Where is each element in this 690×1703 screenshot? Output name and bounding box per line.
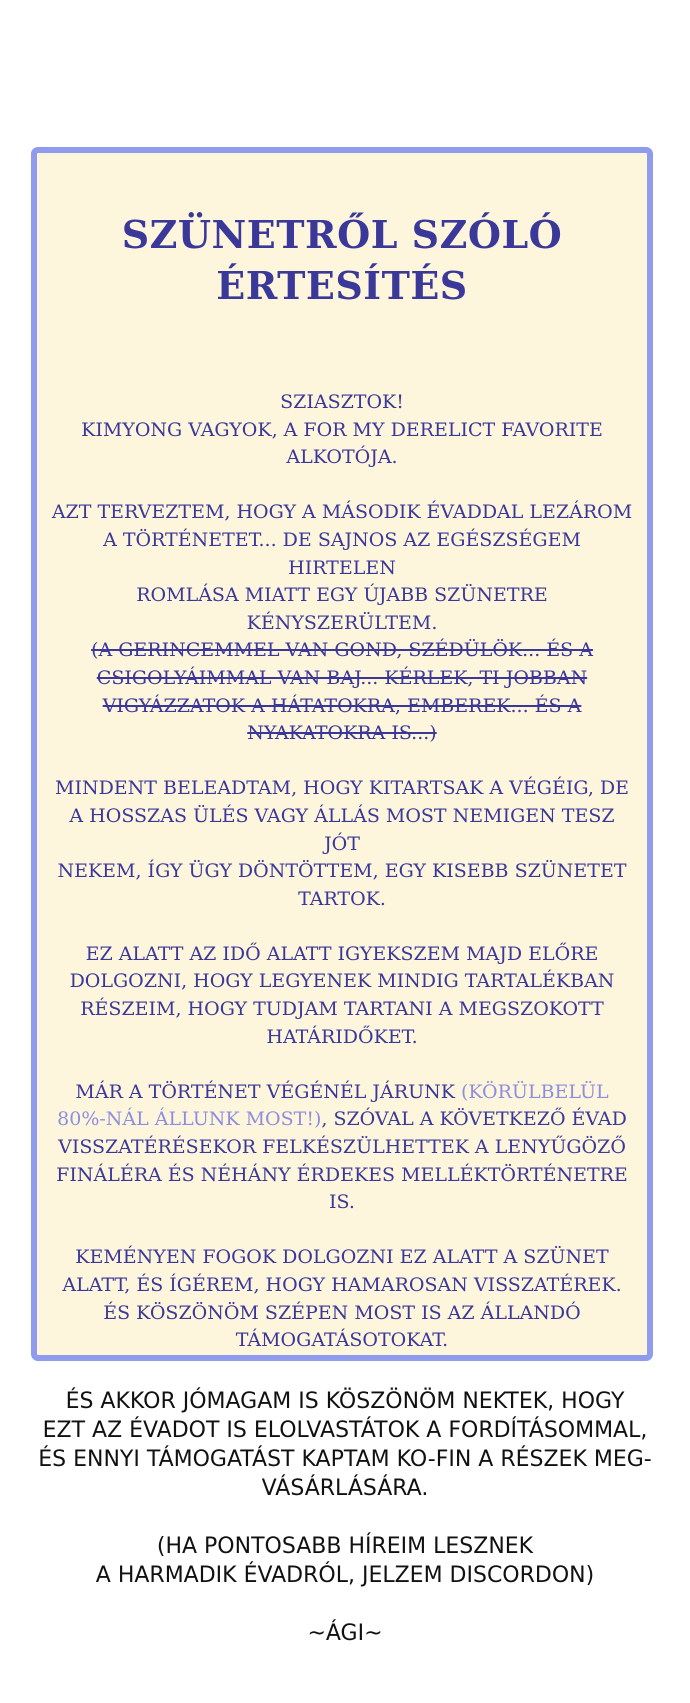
text-line: ÉS AKKOR JÓMAGAM IS KÖSZÖNÖM NEKTEK, HOGY [65, 1389, 625, 1414]
translator-thanks-paragraph [0, 1387, 690, 1503]
text-line: FINÁLÉRA ÉS NÉHÁNY ÉRDEKES MELLÉKTÖRTÉNETRE IS. [56, 1163, 628, 1214]
text-segment: MÁR A TÖRTÉNET VÉGÉNÉL JÁRUNK [75, 1080, 461, 1103]
notice-title-line: ÉRTESÍTÉS [216, 263, 468, 308]
highlighted-text: (KÖRÜLBELÜL [460, 1080, 609, 1103]
text-line: HATÁRIDŐKET. [266, 1025, 418, 1048]
text-line: (HA PONTOSABB HÍREIM LESZNEK [156, 1534, 534, 1559]
text-line: SZIASZTOK! [280, 391, 404, 413]
text-line: TÁMOGATÁSOTOKAT. [235, 1329, 449, 1352]
text-line: A TÖRTÉNETET... DE SAJNOS AZ EGÉSZSÉGEM HIRTELEN [103, 528, 581, 579]
translator-signature [0, 1619, 690, 1648]
text-line: ÉS ENNYI TÁMOGATÁST KAPTAM KO-FIN A RÉSZEK MEG- [38, 1447, 652, 1472]
text-line: A HOSSZAS ÜLÉS VAGY ÁLLÁS MOST NEMIGEN TESZ JÓT [69, 804, 615, 855]
text-line: VISSZATÉRÉSEKOR FELKÉSZÜLHETTEK A LENYŰGÖZŐ [58, 1136, 626, 1159]
text-line: DOLGOZNI, HOGY LEGYENEK MINDIG TARTALÉKBAN [69, 970, 615, 993]
plan-paragraph [49, 499, 635, 747]
text-line: A HARMADIK ÉVADRÓL, JELZEM DISCORDON) [95, 1563, 595, 1588]
text-line: AZT TERVEZTEM, HOGY A MÁSODIK ÉVADDAL LEZÁROM [51, 501, 633, 524]
ending-paragraph [49, 1079, 635, 1217]
strikethrough-line: CSIGOLYÁIMMAL VAN BAJ... KÉRLEK, TI JOBBAN [96, 666, 588, 689]
text-line: KEMÉNYEN FOGOK DOLGOZNI EZ ALATT A SZÜNET [75, 1246, 609, 1269]
signature-text: ~ÁGI~ [307, 1621, 383, 1646]
notice-title-line: SZÜNETRŐL SZÓLÓ [121, 212, 563, 257]
text-line: MINDENT BELEADTAM, HOGY KITARTSAK A VÉGÉIG, DE [54, 777, 630, 800]
text-line: ROMLÁSA MIATT EGY ÚJABB SZÜNETRE KÉNYSZERÜLTEM. [136, 584, 548, 634]
advance-work-paragraph [49, 941, 635, 1051]
text-line: TARTOK. [298, 887, 386, 910]
text-line: VÁSÁRLÁSÁRA. [261, 1476, 429, 1501]
text-line: ALATT, ÉS ÍGÉREM, HOGY HAMAROSAN VISSZATÉREK. [62, 1274, 622, 1296]
notice-title [37, 209, 647, 311]
text-line: RÉSZEIM, HOGY TUDJAM TARTANI A MEGSZOKOTT [80, 998, 604, 1021]
text-segment: , SZÓVAL A KÖVETKEZŐ ÉVAD [321, 1108, 627, 1131]
strikethrough-line: (A GERINCEMMEL VAN GOND, SZÉDÜLÖK... ÉS A [91, 639, 593, 662]
text-line: EZ ALATT AZ IDŐ ALATT IGYEKSZEM MAJD ELŐRE [85, 942, 599, 965]
strikethrough-line: VIGYÁZZATOK A HÁTATOKRA, EMBEREK... ÉS A [102, 694, 582, 717]
text-line: EZT AZ ÉVADOT IS ELOLVASTÁTOK A FORDÍTÁSOMMAL, [42, 1418, 648, 1443]
text-line: ALKOTÓJA. [286, 446, 398, 469]
translator-discord-paragraph [0, 1532, 690, 1590]
text-line: ÉS KÖSZÖNÖM SZÉPEN MOST IS AZ ÁLLANDÓ [103, 1301, 581, 1324]
greeting-paragraph [49, 389, 635, 472]
text-line: KIMYONG VAGYOK, A FOR MY DERELICT FAVORITE [81, 418, 603, 441]
strikethrough-line: NYAKATOKRA IS...) [247, 722, 437, 745]
hiatus-notice-card [31, 147, 653, 1361]
notice-body [49, 389, 635, 1382]
translator-note [0, 1387, 690, 1677]
highlighted-text: 80%-NÁL ÁLLUNK MOST!) [57, 1108, 322, 1131]
text-line [49, 1106, 635, 1134]
effort-paragraph [49, 775, 635, 913]
text-line [49, 1079, 635, 1107]
thanks-paragraph [49, 1244, 635, 1354]
text-line: NEKEM, ÍGY ÜGY DÖNTÖTTEM, EGY KISEBB SZÜNETET [57, 860, 627, 883]
